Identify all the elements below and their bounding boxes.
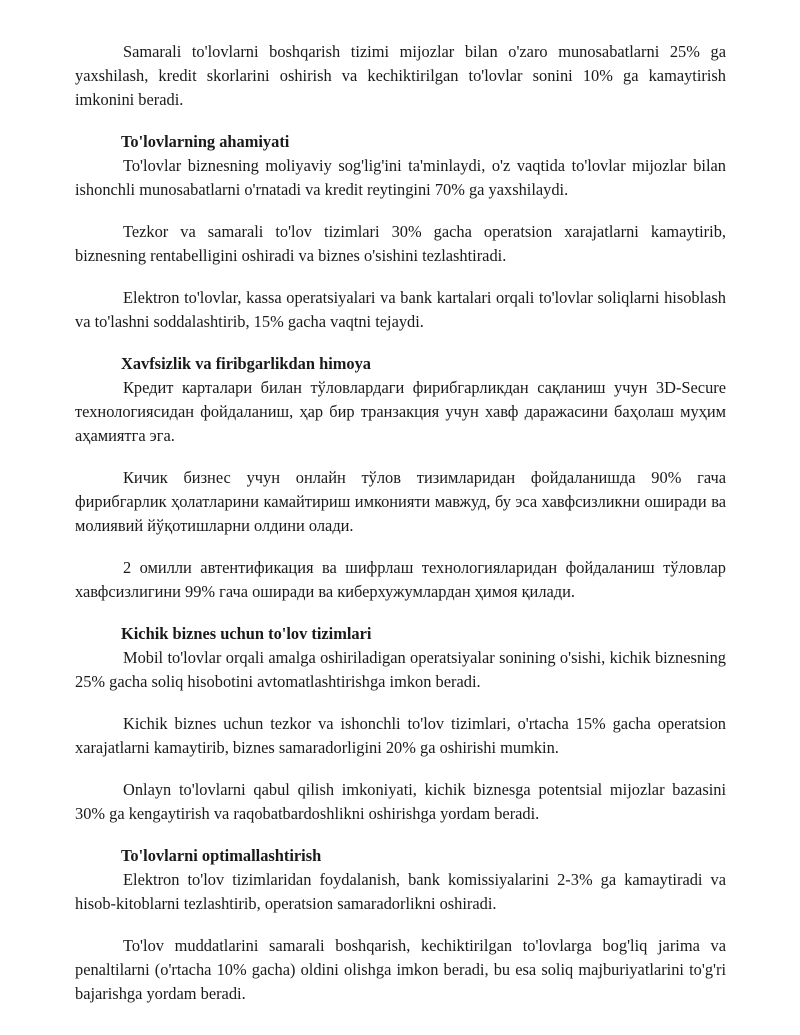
paragraph: Mobil to'lovlar orqali amalga oshiriladigan operatsiyalar sonining o'sishi, kichik biznesning 25% gacha soliq hisobotini avtomatlashtirishga imkon beradi. bbox=[75, 648, 726, 691]
paragraph: Elektron to'lov tizimlaridan foydalanish, bank komissiyalarini 2-3% ga kamaytiradi va hisob-kitoblarni tezlashtirib, operatsion samaradorlikni oshiradi. bbox=[75, 870, 726, 913]
paragraph: Кредит карталари билан тўловлардаги фирибгарликдан сақланиш учун 3D-Secure технологиясидан фойдаланиш, ҳар бир транзакция учун хавф даражасини баҳолаш муҳим аҳамиятга эга. bbox=[75, 378, 726, 445]
paragraph-intro: Samarali to'lovlarni boshqarish tizimi mijozlar bilan o'zaro munosabatlarni 25% ga yaxshilash, kredit skorlarini oshirish va kechiktirilgan to'lovlar sonini 10% ga kamaytirish imkonini beradi. bbox=[75, 42, 726, 109]
paragraph: To'lov muddatlarini samarali boshqarish, kechiktirilgan to'lovlarga bog'liq jarima va penaltilarni (o'rtacha 10% gacha) oldini olishga imkon beradi, bu esa soliq majburiyatlarini to'g'ri bajarishga yordam beradi. bbox=[75, 936, 726, 1003]
section-heading-small-business: Kichik biznes uchun to'lov tizimlari bbox=[121, 624, 372, 643]
section-heading-security: Xavfsizlik va firibgarlikdan himoya bbox=[121, 354, 371, 373]
paragraph: 2 омилли автентификация ва шифрлаш технологияларидан фойдаланиш тўловлар хавфсизлигини 99% гача оширади ва киберхужумлардан ҳимоя қилади. bbox=[75, 558, 726, 601]
paragraph: Onlayn to'lovlarni qabul qilish imkoniyati, kichik biznesga potentsial mijozlar bazasini 30% ga kengaytirish va raqobatbardoshlikni oshirishga yordam beradi. bbox=[75, 780, 726, 823]
section-heading-optimization: To'lovlarni optimallashtirish bbox=[121, 846, 322, 865]
paragraph: To'lovlar biznesning moliyaviy sog'lig'ini ta'minlaydi, o'z vaqtida to'lovlar mijozlar bilan ishonchli munosabatlarni o'rnatadi va kredit reytingini 70% ga yaxshilaydi. bbox=[75, 156, 726, 199]
section-heading-importance: To'lovlarning ahamiyati bbox=[121, 132, 290, 151]
paragraph: Elektron to'lovlar, kassa operatsiyalari va bank kartalari orqali to'lovlar soliqlarni hisoblash va to'lashni soddalashtirib, 15% gacha vaqtni tejaydi. bbox=[75, 288, 726, 331]
paragraph: Kichik biznes uchun tezkor va ishonchli to'lov tizimlari, o'rtacha 15% gacha operatsion xarajatlarni kamaytirib, biznes samaradorligini 20% ga oshirishi mumkin. bbox=[75, 714, 726, 757]
document-page bbox=[75, 40, 726, 1006]
paragraph: Кичик бизнес учун онлайн тўлов тизимларидан фойдаланишда 90% гача фирибгарлик ҳолатларини камайтириш имконияти мавжуд, бу эса хавфсизликни оширади ва молиявий йўқотишларни олдини олади. bbox=[75, 468, 726, 535]
paragraph: Tezkor va samarali to'lov tizimlari 30% gacha operatsion xarajatlarni kamaytirib, biznesning rentabelligini oshiradi va biznes o'sishini tezlashtiradi. bbox=[75, 222, 726, 265]
